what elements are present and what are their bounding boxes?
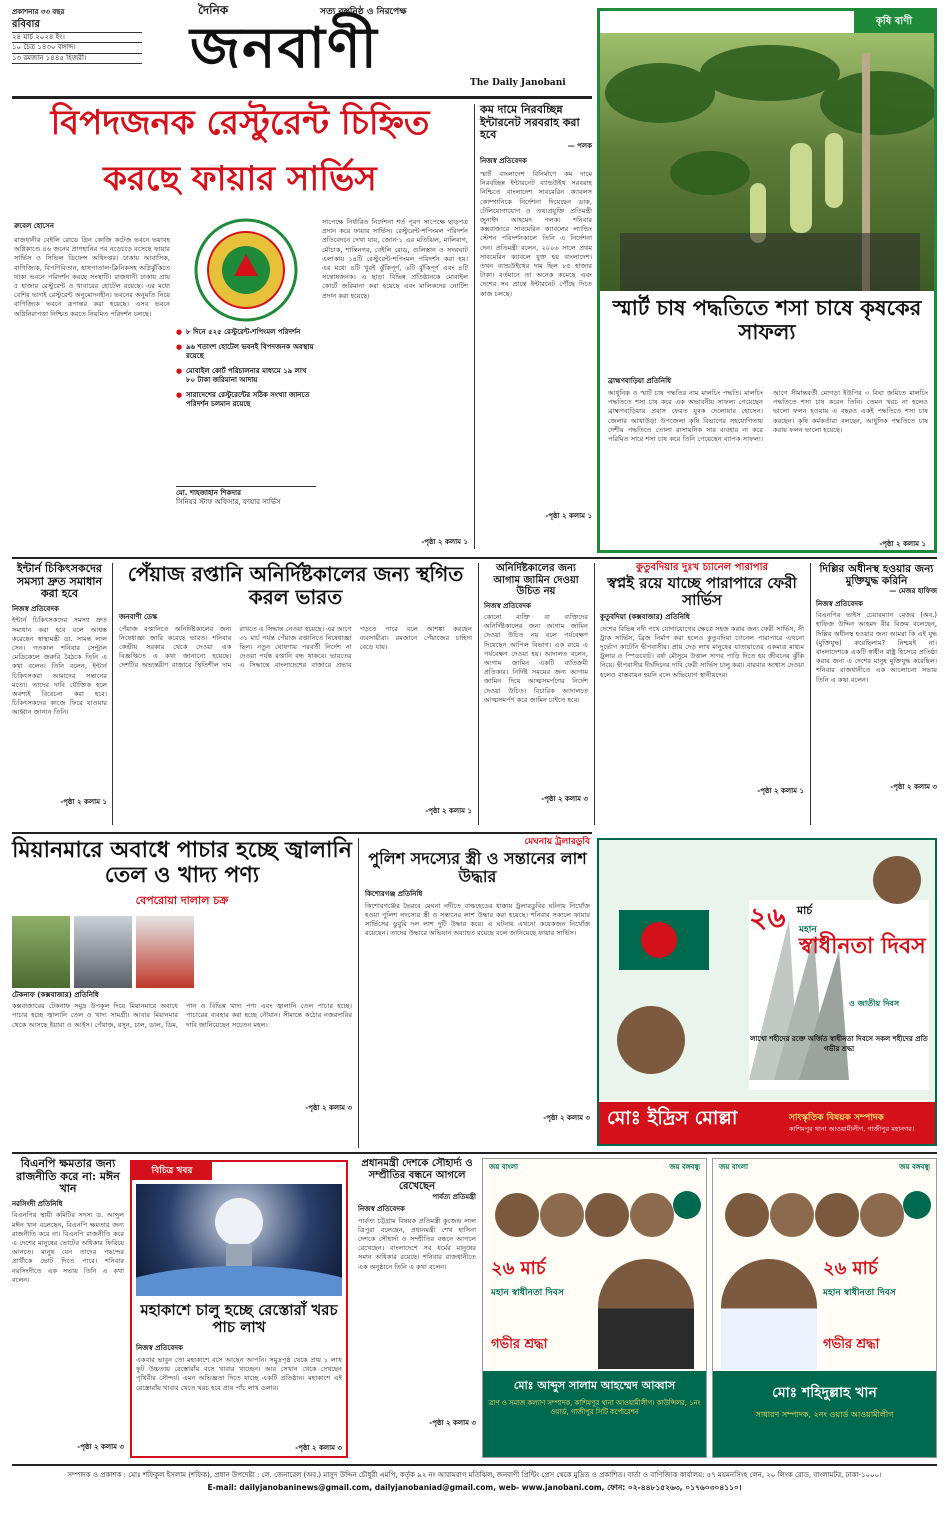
ad-idris-org: কাশিমপুর থানা আওয়ামীলীগ, গাজীপুর মহানগর। — [789, 1125, 915, 1133]
myanmar-body: কক্সবাজারের টেকনাফ সমুদ্র উপকূল দিয়ে মিয়ানমারে অবাধে পাচার হচ্ছে জ্বালানি তেল ও খাদ্য সামগ্রী। আবার মিয়ানমার থেকে আসছে ইয়াবা ও আইস। পেঁয়াজ, রসুন, চাল, ডাল, ডিম, পান ও বিভিন্ন খাদ্য পণ্য এবং জ্বালানি তেল পাচার হচ্ছে। পাচারের ব্যবহার করা হচ্ছে নৌযান। সীমান্তে কঠোর নজরদারির দাবি জানিয়েছেন সচেতন মহল। — [12, 1002, 352, 1029]
pm-continued: -পৃষ্ঠা ২ কলাম ৩ — [429, 1418, 476, 1427]
onion-byline: জনবাণী ডেস্ক — [119, 613, 158, 621]
quote-name: মো. শাহজাহান শিকদার — [176, 486, 316, 499]
ad-salam-designation: ত্রাণ ও সমাজ কল্যাণ সম্পাদক, কাশিমপুর থানা আওয়ামীলীগ। কাউন্সিলর, ১নং ওয়ার্ড, গাজীপুর সিটি কর্পোরেশন — [488, 1399, 701, 1416]
quote-title: সিনিয়র স্টাফ অফিসার, ফায়ার সার্ভিস — [176, 498, 281, 506]
ad-idris-date-month: মার্চ — [797, 904, 813, 917]
krishi-box — [597, 8, 937, 553]
bail-byline: নিজস্ব প্রতিবেদক — [484, 601, 531, 610]
independence-day-artwork — [599, 840, 935, 1100]
lead-byline: রুবেল হোসেন — [14, 222, 54, 230]
publishing-year: প্রকাশনার ৩৩ বছর — [12, 8, 65, 16]
kutubdia-headline: স্বপ্নই রয়ে যাচ্ছে পারাপারে ফেরী সার্ভিস — [607, 573, 797, 609]
bail-continued: -পৃষ্ঠা ২ কলাম ৩ — [541, 795, 588, 803]
pm-story — [354, 1158, 476, 1458]
section-rule-2 — [12, 832, 592, 834]
internet-attribution: — পলক — [567, 141, 592, 150]
bail-headline: অনির্দিষ্টকালের জন্য আগাম জামিন দেওয়া উচিত নয় — [493, 563, 579, 597]
space-balloon-illustration — [136, 1184, 342, 1296]
delhi-body: বিএনপির ভাইস চেয়ারম্যান মেজর (অব.) হাফিজ উদ্দিন আহমদ বীর বিক্রম বলেছেন, দিল্লির অধীনস্থ হওয়ার জন্য আমরা কি এই যুদ্ধ (মুক্তিযুদ্ধ) করেছিলাম? নিশ্চয়ই না। বাংলাদেশকে একটি স্বাধীন রাষ্ট্র হিসেবে প্রতিষ্ঠা করার জন্য এ দেশের মানুষ মুক্তিযুদ্ধ করেছিল। শনিবার রাজধানীতে এক আলোচনা সভায় তিনি এ কথা বলেন। — [816, 611, 937, 684]
space-photo — [136, 1184, 342, 1296]
kutubdia-continued: -পৃষ্ঠা ২ কলাম ১ — [757, 786, 804, 795]
lead-continued: -পৃষ্ঠা ২ কলাম ১ — [421, 538, 468, 546]
lead-sidebar — [176, 218, 316, 523]
ad-shahid-slogan-right: জয় বঙ্গবন্ধু — [899, 1163, 930, 1171]
ad-salam-portrait — [598, 1259, 694, 1369]
internet-body: স্মার্ট বাংলাদেশ বিনির্মাণে কম দামে নিরবচ্ছিন্ন ইন্টারনেট ব্যান্ডউইথ সরবরাহ নিশ্চিতে বাংলাদেশ সাবমেরিন ক্যাবলস কোম্পানিকে নির্দেশনা দিয়েছেন ডাক, টেলিযোগাযোগ ও তথ্যপ্রযুক্তি প্রতিমন্ত্রী জুনাইদ আহমেদ পলক। শনিবার কক্সবাজারে সাবমেরিন ক্যাবলের ল্যান্ডিং স্টেশন পরিদর্শনকালে তিনি এ নির্দেশনা দেন। প্রতিমন্ত্রী বলেন, ২০০৬ সালে প্রথম সাবমেরিন ক্যাবলে যুক্ত হয় বাংলাদেশ। তখন ব্যান্ডউইথের দাম ছিল ৮৫ হাজার টাকা। বর্তমানে তা অনেক কমেছে এবং দেশের সব প্রান্তে ইন্টারনেট পৌঁছে দিতে কাজ চলছে। — [480, 169, 592, 298]
ad-idris-greeting: লাখো শহীদের রক্তে অর্জিত স্বাধীনতা দিবসে সকল শহীদের প্রতি গভীর শ্রদ্ধা — [750, 1035, 928, 1053]
ad-shahid-designation: সাধারণ সম্পাদক, ২নং ওয়ার্ড আওয়ামীলীগ — [755, 1410, 894, 1419]
onion-continued: -পৃষ্ঠা ২ কলাম ১ — [425, 806, 472, 815]
myanmar-photos — [12, 916, 352, 988]
ad-idris-title-main: স্বাধীনতা দিবস — [799, 933, 926, 959]
bnp-continued: -পৃষ্ঠা ২ কলাম ৩ — [77, 1443, 124, 1452]
masthead-rule — [12, 96, 592, 99]
ad-shahid-slogan-left: জয় বাংলা — [719, 1163, 749, 1171]
intern-continued: -পৃষ্ঠা ২ কলাম ১ — [60, 798, 107, 807]
krishi-headline: স্মার্ট চাষ পদ্ধতিতে শসা চাষে কৃষকের সাফল্য — [612, 295, 922, 345]
suspect-photo-3 — [136, 916, 194, 988]
lead-bullet-2: ● ৯৬ শতাংশ হোটেল ভবনই বিপদজনক অবস্থায় রয়েছে — [176, 342, 314, 360]
lead-bullet-1: ● ৮ দিনে ৫২৫ রেস্টুরেন্ট-শপিংমল পরিদর্শন — [176, 328, 301, 336]
tagline: সত্য বস্তুনিষ্ঠ ও নিরপেক্ষ — [320, 7, 407, 17]
logo-text: জনবাণী — [190, 15, 379, 81]
intern-story — [12, 563, 107, 825]
lead-headline-line1: বিপদজনক রেস্টুরেন্ট চিহ্নিত — [50, 103, 430, 143]
ad-idris-date-day: ২৬ — [749, 901, 786, 934]
internet-story — [474, 104, 592, 549]
intern-byline: নিজস্ব প্রতিবেদক — [12, 604, 59, 613]
onion-headline: পেঁয়াজ রপ্তানি অনির্দিষ্টকালের জন্য স্থগিত করল ভারত — [127, 562, 464, 609]
pm-byline: নিজস্ব প্রতিবেদক — [358, 1205, 405, 1213]
kutubdia-byline: কুতুবদিয়া (কক্সবাজার) প্রতিনিধি — [600, 613, 690, 621]
ad-shahid-name-bar — [713, 1371, 936, 1457]
imprint-line-1: সম্পাদক ও প্রকাশক : মোঃ শফিকুল ইসলাম (শফিক), প্রধান উপদেষ্টা : লে. জেনারেল (অব.) মাসুদ উদ্দিন চৌধুরী এমপি, কর্তৃক ৯২ নং আরামবাগ মতিঝিল, জনবাণী প্রিন্টিং প্রেস থেকে মুদ্রিত ও প্রকাশিত। বার্তা ও বাণিজ্যিক কার্যালয়: ৫৭ ময়মনসিংহ লেন, ২০ লিংক রোড, বাংলামটর, ঢাকা-১০০০। — [67, 1471, 882, 1479]
ad-shahid-title: মহান স্বাধীনতা দিবস — [823, 1288, 896, 1298]
myanmar-story — [12, 838, 352, 1148]
ad-salam-slogan-right: জয় বঙ্গবন্ধু — [669, 1163, 700, 1171]
suspect-photo-1 — [12, 916, 70, 988]
delhi-headline: দিল্লির অধীনস্থ হওয়ার জন্য মুক্তিযুদ্ধ করিনি — [819, 563, 934, 588]
ad-shahid-portrait — [721, 1259, 817, 1369]
internet-continued: -পৃষ্ঠা ২ কলাম ১ — [545, 511, 592, 520]
delhi-continued: -পৃষ্ঠা ২ কলাম ৩ — [890, 783, 937, 792]
ad-idris-name: মোঃ ইদ্রিস মোল্লা — [607, 1107, 738, 1129]
pm-body: পার্বত্য চট্টগ্রাম বিষয়ক প্রতিমন্ত্রী কুজেন্দ্র লাল ত্রিপুরা বলেছেন, প্রধানমন্ত্রী শেখ হাসিনা দেশকে সৌহার্দ্য ও সম্প্রীতির বন্ধনে আগলে রেখেছেন। বাংলাদেশে সব ধর্মের মানুষের সমান অধিকার রয়েছে। শনিবার রাজধানীতে এক অনুষ্ঠানে তিনি এ কথা বলেন। — [358, 1216, 476, 1271]
lead-headline-block — [12, 104, 468, 214]
ad-salam-slogan-left: জয় বাংলা — [489, 1163, 519, 1171]
date-bangla: ১০ চৈত্র ১৪৩০ বঙ্গাব্দ। — [12, 42, 142, 53]
delhi-attribution: — মেজর হাফিজ — [889, 587, 937, 596]
imprint-footer — [12, 1470, 937, 1518]
cucumber-plant-illustration — [600, 33, 934, 291]
kutubdia-story — [594, 563, 804, 825]
space-section-label: বিচিত্র খবর — [132, 1162, 212, 1180]
day-name: রবিবার — [12, 18, 40, 30]
masthead-logo — [170, 2, 590, 92]
date-hijri: ১৩ রমজান ১৪৪৫ হিজরী। — [12, 53, 142, 65]
ad-idris-name-bar — [599, 1102, 935, 1144]
police-kicker: মেঘনায় ট্রলারডুবি — [524, 837, 590, 847]
krishi-section-label: কৃষি বাণী — [854, 11, 934, 33]
myanmar-headline: মিয়ানমারে অবাধে পাচার হচ্ছে জ্বালানি তেল ও খাদ্য পণ্য — [12, 837, 352, 889]
ad-shahid-leaders-artwork — [717, 1175, 933, 1255]
ad-idris-title-sub: ও জাতীয় দিবস — [849, 999, 900, 1008]
intern-headline: ইন্টার্ন চিকিৎসকদের সমস্যা দ্রুত সমাধান করা হবে — [16, 562, 103, 601]
space-body: একবার ভাবুন তো মহাকাশে বসে আছেন আপনি। সমুদ্রপৃষ্ঠ থেকে প্রায় ১ লাখ ফুট উচ্চতায় রেস্তোরাঁয় বসে খাবার খাচ্ছেন। আর সেখান থেকে দেখছেন পৃথিবীর সৌন্দর্য। এমন অভিজ্ঞতা দিতে যাচ্ছে একটি প্রতিষ্ঠান। মহাকাশে এই রেস্তোরাঁয় খাবার খেতে খরচ হবে প্রায় পাঁচ লাখ ডলার। — [136, 1356, 342, 1392]
space-story — [130, 1160, 348, 1458]
delhi-story — [810, 563, 937, 825]
ad-salam-tribute: গভীর শ্রদ্ধা — [491, 1337, 548, 1352]
pm-headline: প্রধানমন্ত্রী দেশকে সৌহার্দ্য ও সম্প্রীতির বন্ধনে আগলে রেখেছেন — [361, 1158, 473, 1192]
police-story — [358, 838, 590, 1148]
daily-label: দৈনিক — [198, 3, 229, 17]
ad-shahid-tribute: গভীর শ্রদ্ধা — [823, 1337, 880, 1352]
krishi-continued: -পৃষ্ঠা ২ কলাম ১ — [879, 540, 926, 548]
lead-body-col2: সাপেক্ষে নির্ধারিত নির্দেশনা শর্ত পূরণ সাপেক্ষে ছাড়পত্র প্রদান করে ফায়ার সার্ভিস। রেস্টুরেন্ট-শপিংমল পরিদর্শন প্রতিবেদনে দেখা যায়, জোন-১ এর মতিঝিল, মালিবাগ, মৌচাক, শান্তিনগর, বেইলি রোড, গুলিস্তান ও সদরঘাট এলাকায় ১৪টি রেস্টুরেন্ট-শপিংমল পরিদর্শন করা হয়। এর মধ্যে ৪টি খুবই ঝুঁকিপূর্ণ, ৬টি ঝুঁকিপূর্ণ এবং ৪টি সন্তোষজনক। এ ছাড়া বিভিন্ন প্রতিষ্ঠানকে মোবাইল কোর্টে জরিমানা করা হয়েছে এবং মালিকদের নোটিশ প্রদান করা হয়েছে। — [322, 218, 468, 300]
police-byline: কিশোরগঞ্জ প্রতিনিধি — [365, 890, 423, 899]
bnp-byline: নরসিংদী প্রতিনিধি — [12, 1199, 63, 1208]
cucumber-photo — [600, 33, 934, 291]
bnp-headline: বিএনপি ক্ষমতার জন্য রাজনীতি করে না: মঈন খান — [16, 1157, 120, 1196]
imprint-line-2: E-mail: dailyjanobaninews@gmail.com, dailyjanobaniad@gmail.com, web- www.janobani.com, ফোন: ০২-৪৪৮১৫২৬৩, ০১৭৬০৩০৪১১০। — [207, 1483, 742, 1492]
bail-body: কোনো ব্যক্তি বা ব্যক্তিদের অনির্দিষ্টকালের জন্য আগাম জামিন দেওয়া উচিত নয় বলে পর্যবেক্ষণ দিয়েছেন আপিল বিভাগ। এক রায়ে এ পর্যবেক্ষণ দেওয়া হয়। আদালত বলেন, আগাম জামিন একটি ব্যতিক্রমী প্রতিকার। নির্দিষ্ট সময়ের জন্য আগাম জামিন দিয়ে আত্মসমর্পণের নির্দেশ দেওয়া উচিত। বিচারিক আদালতে আত্মসমর্পণ করে জামিন চাইতে হবে। — [484, 613, 588, 704]
ad-salam-name: মোঃ আব্দুস সালাম আহম্মেদ আব্বাস — [513, 1379, 676, 1392]
ad-idris-title-top: মহান — [799, 925, 817, 935]
space-continued: -পৃষ্ঠা ২ কলাম ৩ — [295, 1444, 342, 1452]
krishi-byline: ব্রাহ্মণবাড়িয়া প্রতিনিধি — [608, 377, 672, 385]
suspect-photo-2 — [74, 916, 132, 988]
lead-bullet-4: ● সারাদেশের রেস্টুরেন্টের সঠিক সংখ্যা জানতে পরিদর্শন চলমান রয়েছে — [176, 390, 310, 408]
myanmar-byline: টেকনাফ (কক্সবাজার) প্রতিনিধি — [12, 990, 99, 999]
kutubdia-kicker: কুতুবদিয়ার দুঃখ চ্যানেল পারাপার — [636, 562, 768, 573]
ad-salam-title: মহান স্বাধীনতা দিবস — [491, 1288, 564, 1298]
police-body: কিশোরগঞ্জের ভৈরবে মেঘনা নদীতে বাল্কহেডের ধাক্কায় ট্রলারডুবির ঘটনায় নিখোঁজ হওয়া পুলিশ সদস্যের স্ত্রী ও সন্তানের লাশ উদ্ধার করা হয়েছে। শনিবার সকালে ফায়ার সার্ভিসের ডুবুরি দল লাশ দুটি উদ্ধার করে। এ ঘটনায় এখনো কয়েকজন নিখোঁজ রয়েছেন। তাদের উদ্ধারে অভিযান অব্যাহত রয়েছে বলে জানিয়েছে ফায়ার সার্ভিস। — [365, 901, 590, 938]
internet-byline: নিজস্ব প্রতিবেদক — [480, 157, 527, 166]
section-rule-3 — [12, 1152, 937, 1154]
english-name: The Daily Janobani — [470, 78, 566, 88]
footer-rule — [12, 1464, 937, 1466]
ad-shahid-name: মোঃ শহিদুল্লাহ খান — [772, 1385, 877, 1401]
bnp-body: বিএনপির স্থায়ী কমিটির সদস্য ড. আব্দুল মঈন খান বলেছেন, বিএনপি ক্ষমতার জন্য রাজনীতি করে না। বিএনপি রাজনীতি করে এ দেশের মানুষের ভোটের অধিকার ফিরিয়ে আনতে। মানুষ যেন তাদের পছন্দের প্রার্থীকে ভোট দিতে পারে। শনিবার নরসিংদীতে এক সভায় তিনি এ কথা বলেন। — [12, 1211, 124, 1284]
ad-idris-designation: সাংস্কৃতিক বিষয়ক সম্পাদক — [789, 1113, 884, 1123]
krishi-body: আধুনিক ও স্মার্ট চাষ পদ্ধতির নাম মালচিং পদ্ধতি। মালচিং পদ্ধতিতে শসা চাষ করে এক অভাবনীয় সাফল্য পেয়েছেন ব্রাহ্মণবাড়িয়ার প্রবাস ফেরত যুবক দেলোয়ার হোসেন। জেলার আখাউড়া উপজেলা কৃষি বিভাগের সহযোগিতায় দেশীয় পদ্ধতিতে তোলা রাসায়নিক সার ব্যবহার না করে পরিমিত সারে শসা চাষ করে তিনি পেয়েছেন ব্যাপক সাফল্য। আগে সীমান্তবর্তী মোগড়া ইউপির ৩ বিঘা জমিতে মালচিং পদ্ধতিতে শসা চাষ করেন তিনি। তেমন খরচ না হলেও ভালো ফলন হওয়ায় এ বছরও একই পদ্ধতিতে শসা চাষ করছেন। কৃষি কর্মকর্তারা বলছেন, আধুনিক পদ্ধতিতে চাষ করায় ফলন ভালো হয়েছে। — [608, 389, 928, 444]
bail-story — [478, 563, 588, 825]
onion-body: পেঁয়াজ রপ্তানিতে অনির্দিষ্টকালের জন্য নিষেধাজ্ঞা জারি করেছে ভারত। শনিবার কেন্দ্রীয় সরকার থেকে দেওয়া এক বিজ্ঞপ্তিতে এ কথা জানানো হয়েছে। দেশটির অভ্যন্তরীণ বাজারে স্থিতিশীল দাম রাখতে এ সিদ্ধান্ত নেওয়া হয়েছে। এর আগে ৩১ মার্চ পর্যন্ত পেঁয়াজ রপ্তানিতে নিষেধাজ্ঞা ছিল। নতুন ঘোষণায় পরবর্তী নির্দেশ না দেওয়া পর্যন্ত রপ্তানি বন্ধ থাকবে। ভারতের এ সিদ্ধান্তে বাংলাদেশের বাজারে প্রভাব পড়তে পারে বলে আশঙ্কা করছেন ব্যবসায়ীরা। রমজানে পেঁয়াজের চাহিদা বেড়ে যায়। — [119, 624, 472, 670]
ad-shahid — [712, 1158, 937, 1458]
lead-bullet-3: ● মোবাইল কোর্ট পরিচালনার মাধ্যমে ১৯ লাখ ৮০ টাকা জরিমানা আদায় — [176, 366, 307, 384]
date-english: ২৪ মার্চ ২০২৪ ইং। — [12, 32, 142, 43]
police-continued: -পৃষ্ঠা ২ কলাম ৩ — [543, 1113, 590, 1122]
ad-salam — [482, 1158, 707, 1458]
intern-body: ইন্টার্ন চিকিৎসকদের সমস্যা দ্রুত সমাধান করা হবে বলে আশ্বস্ত করেছেন স্বাস্থ্যমন্ত্রী ডা. সামন্ত লাল সেন। গতকাল শনিবার সেন্ট্রাল মেডিকেলে জরুরি বৈঠকে তিনি এ কথা বলেন। তিনি বলেন, ইন্টার্ন চিকিৎসকরা আমাদের সন্তানের মতো। তাদের দাবি যৌক্তিক হলে অবশ্যই বিবেচনা করা হবে। চিকিৎসকদের কাজে ফিরে যাওয়ার আহ্বান জানান তিনি। — [12, 616, 107, 717]
delhi-byline: নিজস্ব প্রতিবেদক — [816, 599, 863, 608]
lead-bullets — [176, 328, 316, 415]
pm-attribution: পার্বত্য প্রতিমন্ত্রী — [432, 1192, 476, 1201]
ad-salam-date: ২৬ মার্চ — [491, 1258, 546, 1279]
ad-salam-leaders-artwork — [487, 1175, 703, 1255]
section-rule-1 — [12, 557, 937, 559]
internet-headline: কম দামে নিরবচ্ছিন্ন ইন্টারনেট সরবরাহ করা হবে — [480, 103, 580, 142]
ad-salam-name-bar — [483, 1371, 706, 1457]
masthead-dateline — [12, 8, 142, 62]
kutubdia-body: দেশের বিভিন্ন নদী পথে যোগাযোগের ক্ষেত্রে সহজ করার জন্য ফেরী সার্ভিস, সী ট্রাক সার্ভিস, ব্রিজ নির্মাণ করা হলেও কুতুবদিয়া চ্যানেল পারাপারে এখনো দুর্ভোগ কাটেনি দ্বীপবাসীর। প্রায় দেড় লাখ মানুষের যাতায়াতের একমাত্র মাধ্যম ট্রলার ও স্পিডবোট। বর্ষা মৌসুমে উত্তাল সাগর পাড়ি দিতে হয় জীবনের ঝুঁকি নিয়ে। দ্বীপবাসীর দীর্ঘদিনের দাবি ফেরী সার্ভিস চালু করা। বারবার আশ্বাস দেওয়া হলেও বাস্তবায়ন হয়নি বলে অভিযোগ স্থানীয়দের। — [600, 624, 804, 679]
ad-shahid-date: ২৬ মার্চ — [823, 1258, 878, 1279]
space-headline: মহাকাশে চালু হচ্ছে রেস্তোরাঁ খরচ পাচ লাখ — [140, 1301, 338, 1337]
bnp-story — [12, 1158, 124, 1458]
lead-body-col1: রাজধানীর বেইলি রোডে গ্রিন কোজি কটেজ ভবনে ভয়াবহ অগ্নিকাণ্ডে ৪৬ জনের প্রাণহানির পর নড়েচড়ে বসেছে ফায়ার সার্ভিস ও সিভিল ডিফেন্স অধিদপ্তর। ঢাকায় আবাসিক, বাণিজ্যিক, বিপণিবিতান, হাসপাতাল-ক্লিনিকসহ অগ্নিঝুঁকিতে থাকা ভবনে পরিদর্শন করছে সংস্থাটি। রাজধানী ঢাকায় প্রায় ৫ হাজার রেস্টুরেন্ট ও খাবারের হোটেল রয়েছে। এর মধ্যে বেশির ভাগই রেস্টুরেন্ট অনুমোদনহীন। ভবনের অনুমতি নিয়ে বাণিজ্যিক ভবনে রূপান্তর করা হয়েছে। এসব ভবনে অগ্নিনিরাপত্তা নিশ্চিত করতে নিয়মিত পরিদর্শন চলছে। — [14, 236, 170, 318]
space-byline: নিজস্ব প্রতিবেদক — [136, 1344, 183, 1352]
myanmar-subhead: বেপরোয়া দালাল চক্র — [135, 893, 229, 907]
fire-service-logo — [194, 218, 298, 322]
lead-headline-line2: করছে ফায়ার সার্ভিস — [103, 159, 377, 199]
ad-idris — [597, 838, 937, 1146]
police-headline: পুলিশ সদস্যের স্ত্রী ও সন্তানের লাশ উদ্ধার — [368, 848, 587, 886]
onion-story — [112, 563, 472, 825]
myanmar-continued: -পৃষ্ঠা ২ কলাম ৩ — [305, 1104, 352, 1113]
